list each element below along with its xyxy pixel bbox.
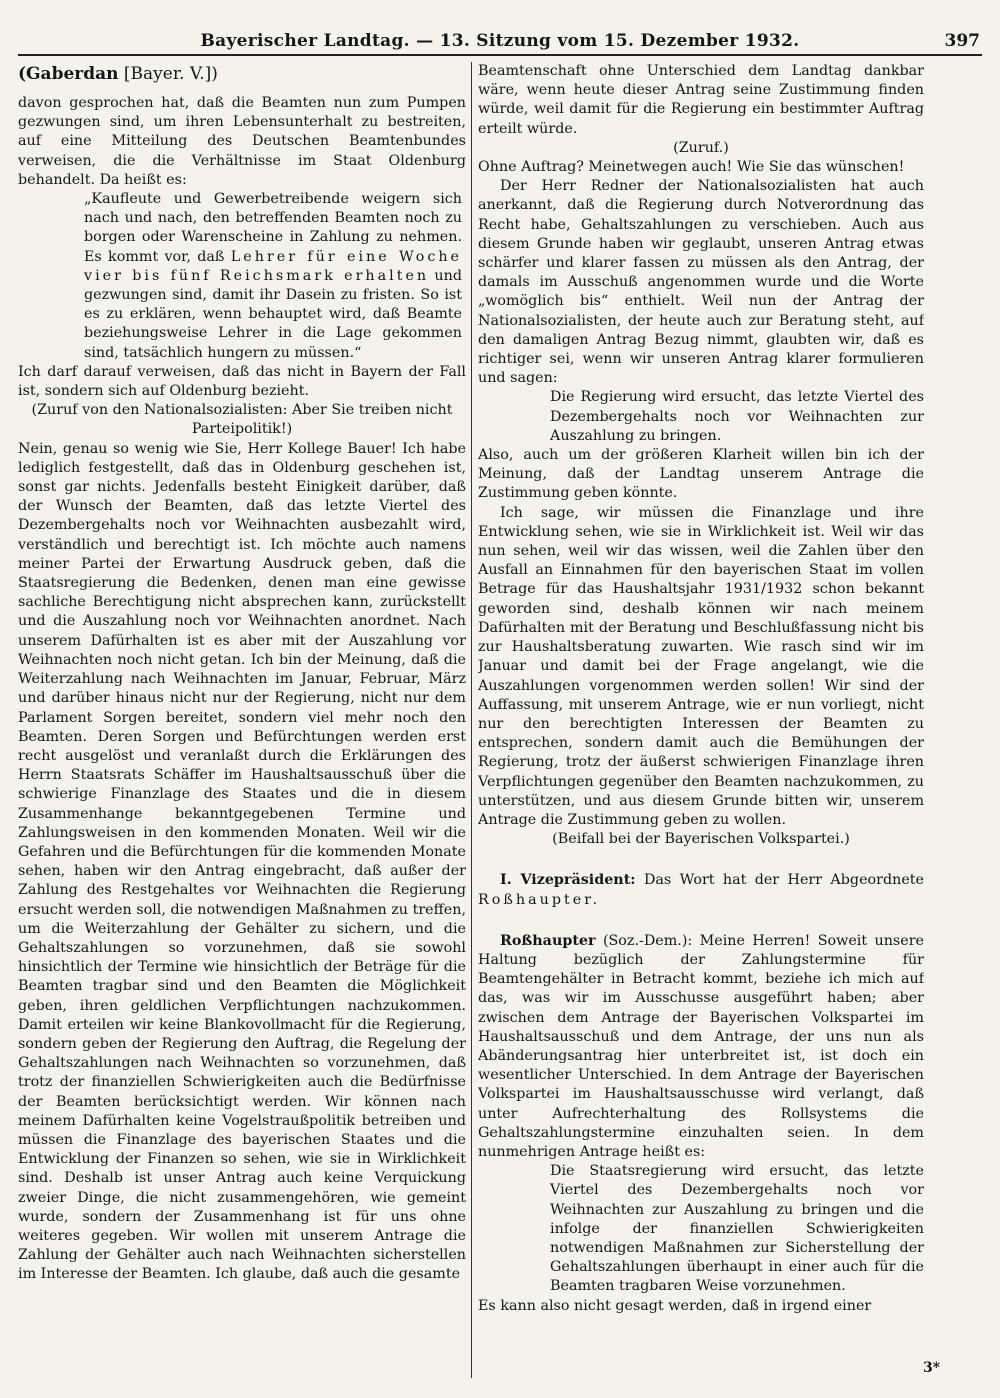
paragraph: Ohne Auftrag? Meinetwegen auch! Wie Sie das wünschen! xyxy=(478,159,905,176)
vice-president-label: I. Vizepräsident: xyxy=(500,872,636,889)
presiding-statement xyxy=(478,871,924,909)
quote-text: „Kaufleute und Gewerbetreibende weigern sich nach und nach, den betreffenden Beamten noch zu borgen oder Warenscheine in Zahlung zu nehmen. Es kommt vor, daß xyxy=(84,191,462,265)
applause-note: (Beifall bei der Bayerischen Volkspartei.) xyxy=(552,831,850,848)
speaker-name: (Gaberdan xyxy=(18,64,119,84)
signature-mark: 3* xyxy=(922,1360,940,1376)
speaker-called: Roßhaupter. xyxy=(478,891,601,908)
block-quote: Die Staatsregierung wird ersucht, das letzte Viertel des Dezembergehalts noch vor Weihnachten zur Auszahlung zu bringen und die infolge der finanziellen Schwierigkeiten notwendigen Maßnahmen zur Sicherstellung der Gehaltszahlungen überhaupt in einer auch für die Beamten tragbaren Weise vorzunehmen. xyxy=(550,1163,924,1295)
speaker-party: (Soz.-Dem.): xyxy=(602,932,693,949)
paragraph: Nein, genau so wenig wie Sie, Herr Kollege Bauer! Ich habe lediglich festgestellt, daß das in Oldenburg geschehen ist, sonst gar nichts. Jedenfalls besteht Einigkeit darüber, daß der Wunsch der Beamten, daß das letzte Viertel des Dezembergehalts noch vor Weihnachten ausbezahlt wird, verständlich und berechtigt ist. Ich möchte auch namens meiner Partei der Erwartung Ausdruck geben, daß die Staatsregierung die Bedenken, denen man eine gewisse sachliche Berechtigung nicht absprechen kann, zurückstellt und die Auszahlung noch vor Weihnachten anordnet. Nach unserem Dafürhalten ist es aber mit der Auszahlung vor Weihnachten noch nicht getan. Ich bin der Meinung, daß die Weiterzahlung nach Weihnachten im Januar, Februar, März und darüber hinaus nicht nur der Regierung, nicht nur dem Parlament Sorgen bereitet, sondern viel mehr noch den Beamten. Deren Sorgen und Befürchtungen werden erst recht ausgelöst und veranlaßt durch die Erklärungen des Herrn Staatsrats Schäffer im Haushaltsausschuß über die schwierige Finanzlage des Staates und die in diesem Zusammenhange bekanntgegebenen Termine und Zahlungsweisen in den kommenden Monaten. Weil wir die Gefahren und die Befürchtungen für die kommenden Monate sehen, haben wir den Antrag eingebracht, daß außer der Zahlung des Restgehaltes vor Weihnachten die Regierung ersucht werden soll, die notwendigen Maßnahmen zu treffen, um die Weiterzahlung der Gehälter zu sichern, und die Gehaltszahlungen so vorzunehmen, daß sie sowohl hinsichtlich der Termine wie hinsichtlich der Beträge für die Beamten tragbar sind und den Beamten die Möglichkeit geben, ihren geldlichen Verpflichtungen nachzukommen. Damit erteilen wir keine Blankovollmacht für die Regierung, sondern geben der Regierung den Auftrag, die Regelung der Gehaltszahlungen nach Weihnachten so vorzunehmen, daß trotz der finanziellen Schwierigkeiten auch die Bedürfnisse der Beamten berücksichtigt werden. Wir können nach meinem Dafürhalten keine Vogelstraußpolitik betreiben und müssen die Finanzlage des bayerischen Staates und die Entwicklung der Finanzen so sehen, wie sie in Wirklichkeit sind. Deshalb ist unser Antrag auch keine Verquickung zweier Dinge, die nicht zusammengehören, wie gemeint wurde, sondern der Zusammenhang ist für uns ohne weiteres gegeben. Wir wollen mit unserem Antrage die Zahlung der Gehälter auch nach Weihnachten sicherstellen im Interesse der Beamten. Ich glaube, daß auch die gesamte xyxy=(18,440,466,1283)
block-quote: Die Regierung wird ersucht, das letzte Viertel des Dezembergehalts noch vor Weihnachten zur Auszahlung zu bringen. xyxy=(550,389,924,444)
paragraph: Beamtenschaft ohne Unterschied dem Landtag dankbar wäre, wenn heute dieser Antrag seine Zustimmung finden würde, weil damit für die Regierung ein bestimmter Auftrag erteilt würde. xyxy=(478,63,924,137)
interjection: (Zuruf.) xyxy=(673,139,729,156)
paragraph: davon gesprochen hat, daß die Beamten nun zum Pumpen gezwungen sind, um ihren Lebensunterhalt zu bestreiten, auf eine Mitteilung des Deutschen Beamtenbundes verweisen, die die Verhältnisse im Staat Oldenburg behandelt. Da heißt es: xyxy=(18,95,466,188)
page-header xyxy=(18,30,982,56)
speaker-party: [Bayer. V.]) xyxy=(123,64,218,84)
paragraph: Der Herr Redner der Nationalsozialisten hat auch anerkannt, daß die Regierung durch Notverordnung das Recht habe, Gehaltszahlungen zu verschieben. Auch aus diesem Grunde haben wir geglaubt, unseren Antrag etwas schärfer und klarer fassen zu müssen als den Antrag, der damals im Ausschuß angenommen wurde und die Worte „womöglich bis“ enthielt. Weil nun der Antrag der Nationalsozialisten, der heute auch zur Beratung steht, auf den damaligen Antrag Bezug nimmt, glaubten wir, daß es richtiger sei, wenn wir unseren Antrag klarer formulieren und sagen: xyxy=(478,178,924,387)
speaker-continuation xyxy=(18,62,466,86)
left-column xyxy=(18,62,466,1382)
right-column xyxy=(478,62,924,1382)
spacer xyxy=(478,910,924,932)
spacer xyxy=(478,849,924,871)
vice-president-text: Das Wort hat der Herr Abgeordnete xyxy=(643,872,924,889)
paragraph: Ich sage, wir müssen die Finanzlage und ihre Entwicklung sehen, wie sie in Wirklichkeit ist. Weil wir das nun sehen, weil wir das wissen, weil die Zahlen über den Ausfall an Einnahmen für den bayerischen Staat im vollen Betrage für das Haushaltsjahr 1931/1932 schon bekannt geworden sind, deshalb können wir nach meinem Dafürhalten mit der Beratung und Beschlußfassung nicht bis zur Haushaltsberatung zuwarten. Wie rasch sind wir im Januar und damit bei der Frage angelangt, wie die Auszahlungen vorgenommen werden sollen! Wir sind der Auffassung, mit unserem Antrage, wie er nun vorliegt, nicht nur den berechtigten Interessen der Beamten zu entsprechen, sondern damit auch die Bemühungen der Regierung, trotz der äußerst schwierigen Finanzlage ihren Verpflichtungen gegenüber den Beamten nachzukommen, zu unterstützen, und aus diesem Grunde bitten wir, unserem Antrage die Zustimmung geben zu wollen. xyxy=(478,504,924,828)
speaker-name: Roßhaupter xyxy=(500,932,596,949)
column-divider xyxy=(471,62,472,1378)
paragraph: Es kann also nicht gesagt werden, daß in irgend einer xyxy=(478,1297,872,1314)
interjection: (Zuruf von den Nationalsozialisten: Aber Sie treiben nicht Parteipolitik!) xyxy=(31,402,453,438)
paragraph: Also, auch um der größeren Klarheit willen bin ich der Meinung, daß der Landtag unserem Antrage die Zustimmung geben könnte. xyxy=(478,447,924,502)
paragraph: Meine Herren! Soweit unsere Haltung bezüglich der Zahlungstermine für Beamtengehälter in Betracht kommt, beziehe ich mich auf das, was wir im Ausschusse ausgeführt haben; aber zwischen dem Antrage der Bayerischen Volkspartei im Haushaltsausschuß und dem Antrage, der uns nun als Abänderungsantrag hier unterbreitet ist, ist doch ein wesentlicher Unterschied. In dem Antrage der Bayerischen Volkspartei im Haushaltsausschusse wird verlangt, daß unter Aufrechterhaltung des Rollsystems die Gehaltszahlungstermine einzuhalten seien. In dem nunmehrigen Antrage heißt es: xyxy=(478,932,924,1160)
paragraph: Ich darf darauf verweisen, daß das nicht in Bayern der Fall ist, sondern sich auf Oldenburg bezieht. xyxy=(18,363,466,400)
page-number: 397 xyxy=(944,31,980,51)
speech-opening xyxy=(478,932,924,1162)
quote-emphasis: Lehrer für eine Woche vier bis fünf Reichsmark erhalten xyxy=(84,248,462,284)
quote-text: und gezwungen sind, damit ihr Dasein zu fristen. So ist es zu erklären, wenn behauptet wird, daß Beamte beziehungsweise Lehrer in die Lage gekommen sind, tatsächlich hungern zu müssen.“ xyxy=(84,267,462,361)
running-title: Bayerischer Landtag. — 13. Sitzung vom 15. Dezember 1932. xyxy=(200,31,800,51)
block-quote xyxy=(84,190,462,363)
